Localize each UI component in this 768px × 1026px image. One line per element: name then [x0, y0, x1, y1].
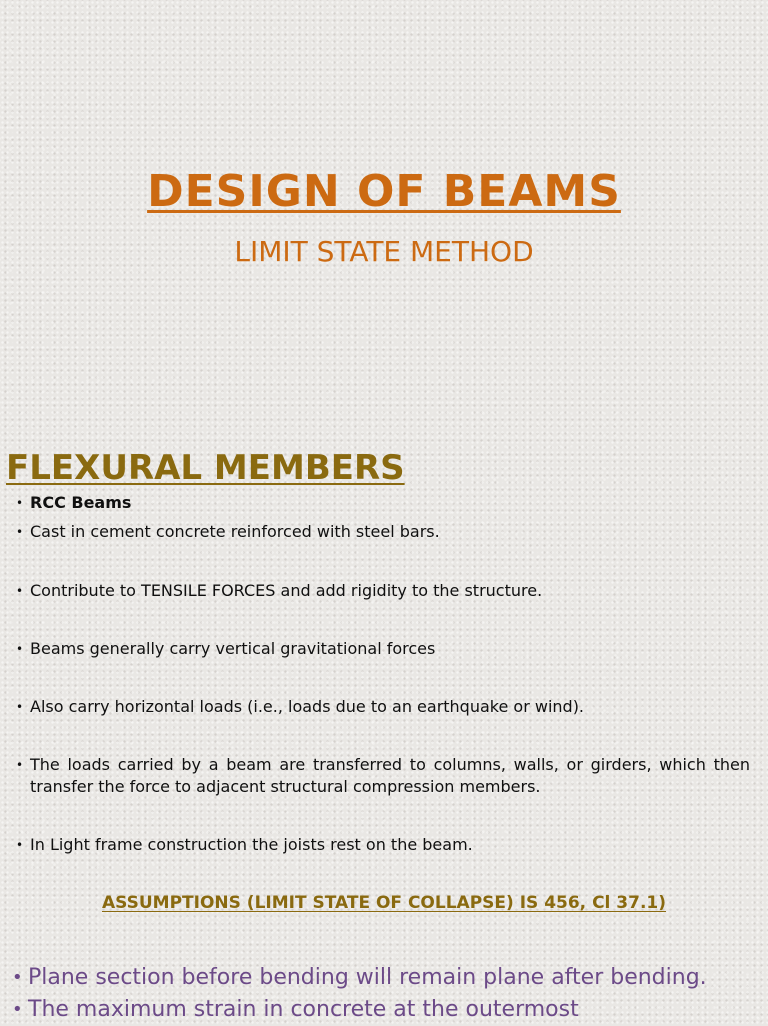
list-item: [16, 754, 750, 798]
list-item: [12, 994, 762, 1026]
bullet-icon: •: [16, 700, 24, 714]
bullet-text: In Light frame construction the joists rest on the beam.: [30, 835, 473, 854]
assumption-text: Plane section before bending will remain plane after bending.: [28, 965, 707, 990]
list-item: [16, 696, 750, 718]
bullet-text: Cast in cement concrete reinforced with steel bars.: [30, 522, 440, 541]
list-item: [16, 580, 750, 602]
section-heading: FLEXURAL MEMBERS: [6, 448, 405, 488]
list-item: [16, 492, 750, 514]
bullet-icon: •: [16, 838, 24, 852]
slide-subtitle: LIMIT STATE METHOD: [234, 235, 534, 268]
bullet-icon: •: [12, 999, 23, 1020]
bullet-icon: •: [12, 967, 23, 988]
bullet-icon: •: [16, 584, 24, 598]
assumptions-heading: ASSUMPTIONS (LIMIT STATE OF COLLAPSE) IS 456, Cl 37.1): [101, 893, 666, 913]
list-item: [16, 521, 750, 543]
assumption-text: The maximum strain in concrete at the outermost: [28, 997, 579, 1022]
list-item: [16, 834, 750, 856]
bullet-icon: •: [16, 758, 24, 772]
bullet-text: Beams generally carry vertical gravitational forces: [30, 639, 436, 658]
bullet-icon: •: [16, 496, 24, 510]
bullet-text: The loads carried by a beam are transferred to columns, walls, or girders, which then transfer the force to adjacent structural compression members.: [30, 755, 750, 796]
bullet-icon: •: [16, 525, 24, 539]
bullet-text: Contribute to TENSILE FORCES and add rigidity to the structure.: [30, 581, 543, 600]
list-item: [16, 638, 750, 660]
bullet-icon: •: [16, 642, 24, 656]
assumptions-list: [12, 962, 762, 1026]
bullet-text: Also carry horizontal loads (i.e., loads due to an earthquake or wind).: [30, 697, 585, 716]
list-item: [12, 962, 762, 994]
slide-title: DESIGN OF BEAMS: [147, 166, 621, 217]
bullet-text: RCC Beams: [30, 493, 132, 512]
